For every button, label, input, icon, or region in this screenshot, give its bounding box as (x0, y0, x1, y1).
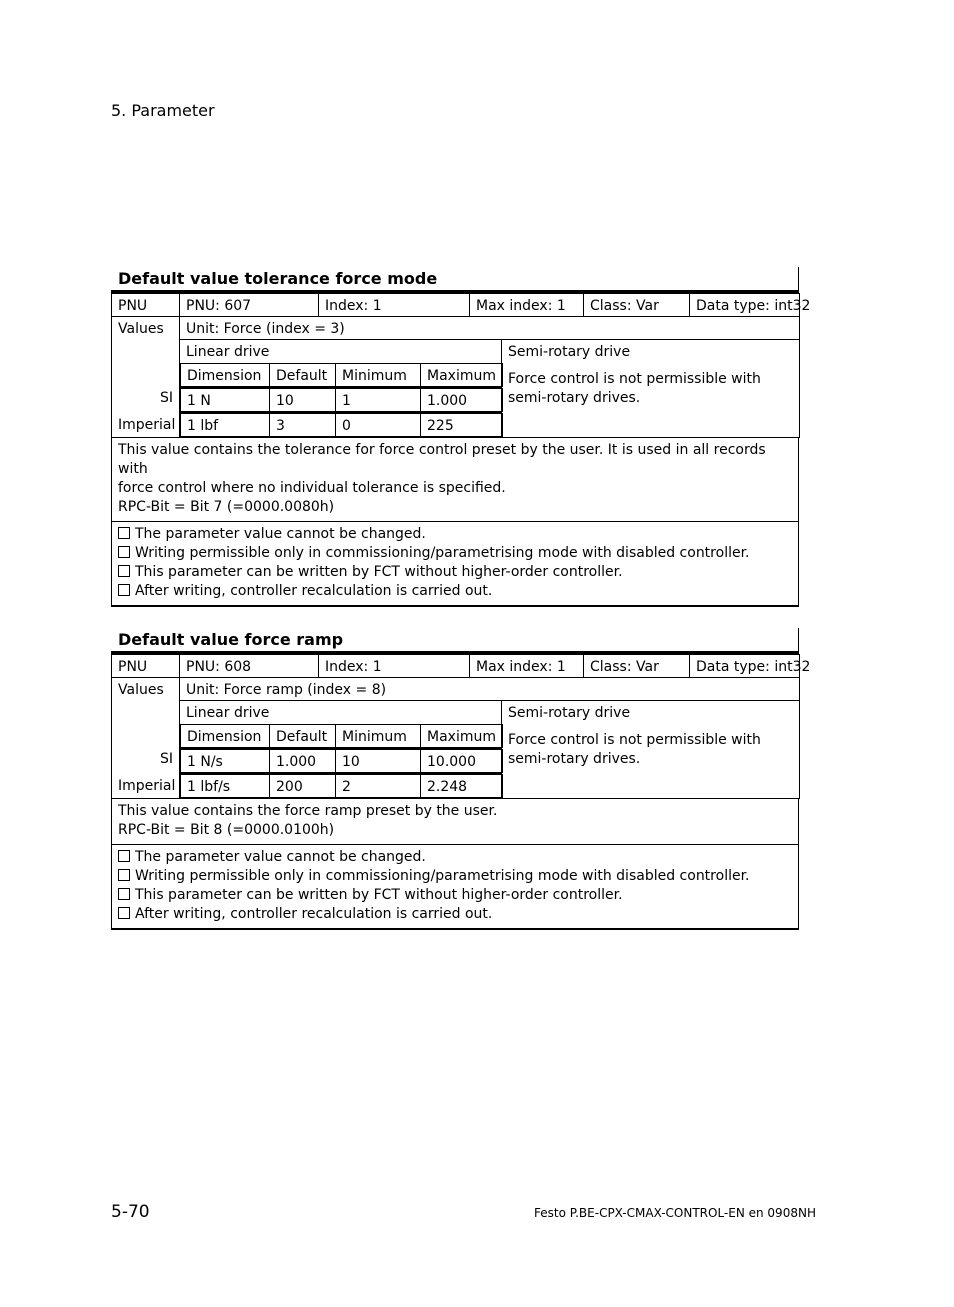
note-text: This parameter can be written by FCT without higher-order controller. (135, 563, 623, 580)
data-type-value: Data type: int32 (690, 655, 800, 678)
description-line: force control where no individual tolerance is specified. (118, 479, 506, 496)
checkbox-icon (118, 584, 130, 596)
parameter-table (111, 293, 811, 438)
description-line: This value contains the force ramp preset by the user. (118, 802, 498, 819)
column-header-default: Default (270, 363, 336, 386)
imperial-minimum: 2 (336, 774, 421, 797)
index-value: Index: 1 (319, 655, 470, 678)
parameter-block-608 (111, 628, 811, 930)
data-type-value: Data type: int32 (690, 294, 800, 317)
si-default: 10 (270, 388, 336, 411)
semi-rotary-text: Force control is not permissible with semi-rotary drives. (508, 371, 761, 406)
parameter-notes (111, 845, 799, 930)
imperial-maximum: 2.248 (421, 774, 503, 797)
column-header-maximum: Maximum (421, 724, 503, 747)
si-minimum: 10 (336, 749, 421, 772)
pnu-label: PNU (112, 294, 180, 317)
class-value: Class: Var (584, 294, 690, 317)
parameter-table (111, 654, 811, 799)
column-header-minimum: Minimum (336, 724, 421, 747)
unit-value: Unit: Force (index = 3) (180, 317, 800, 340)
note-text: Writing permissible only in commissioning/parametrising mode with disabled controller. (135, 544, 750, 561)
column-header-default: Default (270, 724, 336, 747)
pnu-label: PNU (112, 655, 180, 678)
imperial-default: 200 (270, 774, 336, 797)
checkbox-icon (118, 869, 130, 881)
values-label: Values (118, 321, 164, 337)
description-line: RPC-Bit = Bit 8 (=0000.0100h) (118, 821, 335, 838)
note-text: After writing, controller recalculation is carried out. (135, 582, 493, 599)
max-index-value: Max index: 1 (470, 294, 584, 317)
note-text: This parameter can be written by FCT without higher-order controller. (135, 886, 623, 903)
si-label: SI (159, 390, 173, 406)
imperial-row (180, 774, 503, 798)
imperial-dimension: 1 lbf/s (181, 774, 270, 797)
imperial-minimum: 0 (336, 413, 421, 436)
checkbox-icon (118, 888, 130, 900)
note-text: Writing permissible only in commissioning/parametrising mode with disabled controller. (135, 867, 750, 884)
column-header-maximum: Maximum (421, 363, 503, 386)
si-dimension: 1 N (181, 388, 270, 411)
semi-rotary-label: Semi-rotary drive (508, 705, 631, 721)
document-reference: Festo P.BE-CPX-CMAX-CONTROL-EN en 0908NH (534, 1206, 816, 1220)
linear-drive-label: Linear drive (180, 340, 502, 363)
checkbox-icon (118, 527, 130, 539)
column-header-dimension: Dimension (181, 363, 270, 386)
column-header-minimum: Minimum (336, 363, 421, 386)
si-minimum: 1 (336, 388, 421, 411)
imperial-maximum: 225 (421, 413, 503, 436)
index-value: Index: 1 (319, 294, 470, 317)
values-label: Values (118, 682, 164, 698)
parameter-notes (111, 522, 799, 607)
note-text: After writing, controller recalculation is carried out. (135, 905, 493, 922)
si-maximum: 1.000 (421, 388, 503, 411)
semi-rotary-text: Force control is not permissible with semi-rotary drives. (508, 732, 761, 767)
imperial-label: Imperial (118, 778, 176, 794)
note-text: The parameter value cannot be changed. (135, 848, 426, 865)
description-line: This value contains the tolerance for force control preset by the user. It is used in all records with (118, 441, 766, 477)
parameter-description (111, 799, 799, 845)
page-number: 5-70 (111, 1202, 150, 1222)
imperial-row (180, 413, 503, 437)
si-row (180, 749, 503, 773)
imperial-dimension: 1 lbf (181, 413, 270, 436)
pnu-value: PNU: 608 (180, 655, 319, 678)
imperial-default: 3 (270, 413, 336, 436)
si-default: 1.000 (270, 749, 336, 772)
imperial-label: Imperial (118, 417, 176, 433)
unit-value: Unit: Force ramp (index = 8) (180, 678, 800, 701)
class-value: Class: Var (584, 655, 690, 678)
parameter-title: Default value force ramp (111, 628, 799, 654)
checkbox-icon (118, 565, 130, 577)
si-dimension: 1 N/s (181, 749, 270, 772)
column-header-dimension: Dimension (181, 724, 270, 747)
pnu-value: PNU: 607 (180, 294, 319, 317)
parameter-description (111, 438, 799, 522)
max-index-value: Max index: 1 (470, 655, 584, 678)
si-maximum: 10.000 (421, 749, 503, 772)
description-line: RPC-Bit = Bit 7 (=0000.0080h) (118, 498, 335, 515)
parameter-title: Default value tolerance force mode (111, 267, 799, 293)
linear-drive-label: Linear drive (180, 701, 502, 724)
si-row (180, 388, 503, 412)
checkbox-icon (118, 546, 130, 558)
checkbox-icon (118, 907, 130, 919)
checkbox-icon (118, 850, 130, 862)
si-label: SI (159, 751, 173, 767)
parameter-block-607 (111, 267, 811, 607)
section-header: 5. Parameter (111, 101, 215, 120)
semi-rotary-label: Semi-rotary drive (508, 344, 631, 360)
note-text: The parameter value cannot be changed. (135, 525, 426, 542)
